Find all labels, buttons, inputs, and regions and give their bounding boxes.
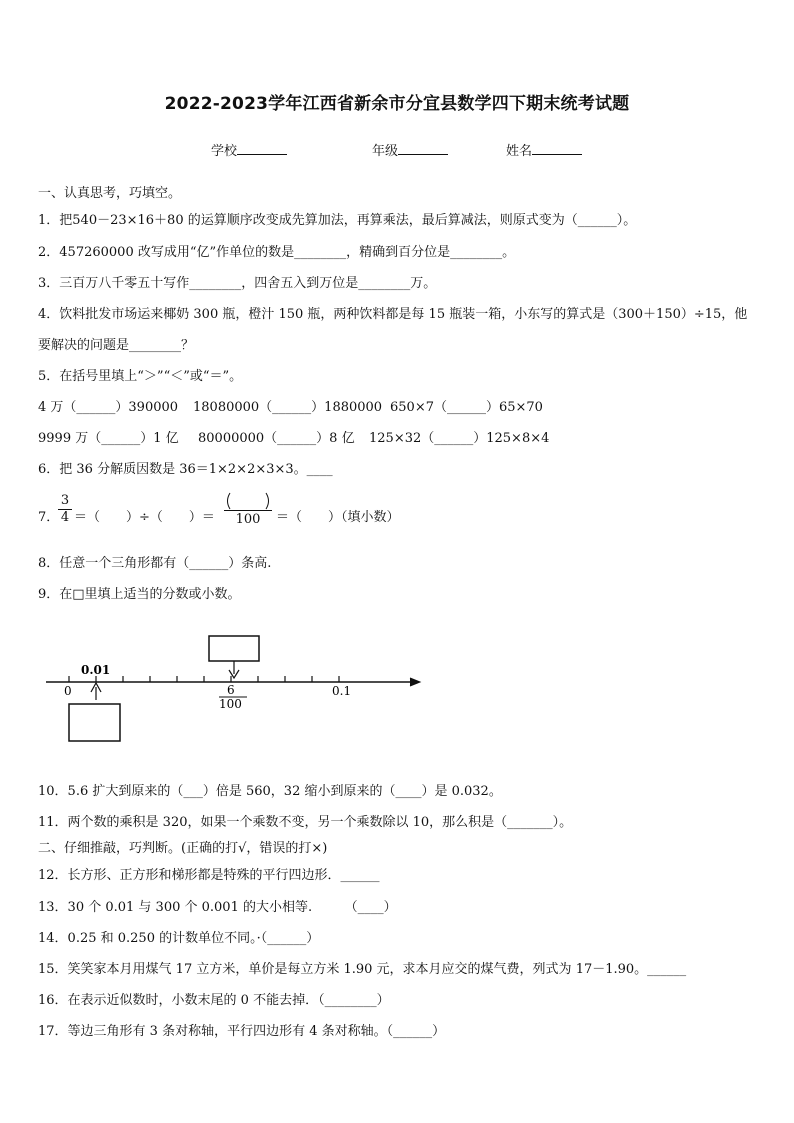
answer-box-bottom — [69, 704, 120, 741]
grade-label: 年级 — [372, 144, 399, 159]
question-6: 6．把 36 分解质因数是 36＝1×2×2×3×3。____ — [38, 462, 333, 477]
label-six: 6 — [227, 683, 235, 697]
question-2: 2．457260000 改写成用“亿”作单位的数是________，精确到百分位是________。 — [38, 245, 516, 260]
label-hundred: 100 — [219, 697, 242, 711]
question-8: 8．任意一个三角形都有（______）条高. — [38, 556, 272, 571]
question-11: 11．两个数的乘积是 320，如果一个乘数不变，另一个乘数除以 10，那么积是（_______）。 — [38, 815, 573, 830]
grade-blank[interactable] — [398, 141, 448, 155]
question-13: 13．30 个 0.01 与 300 个 0.001 的大小相等. （____） — [38, 900, 397, 915]
number-line-figure — [40, 628, 430, 752]
question-4-line-1: 4．饮料批发市场运来椰奶 300 瓶，橙汁 150 瓶，两种饮料都是每 15 瓶装一箱，小东写的算式是（300＋150）÷15，他 — [38, 307, 748, 322]
compare-item: 18080000（______）1880000 — [193, 400, 383, 415]
compare-item: 80000000（______）8 亿 — [198, 431, 355, 446]
label-01: 0.1 — [332, 684, 352, 698]
fraction-denominator: 4 — [58, 509, 72, 525]
question-15: 15．笑笑家本月用煤气 17 立方米，单价是每立方米 1.90 元，求本月应交的煤气费，列式为 17－1.90。______ — [38, 962, 687, 977]
question-1: 1．把540－23×16＋80 的运算顺序改变成先算加法，再算乘法，最后算减法，则原式变为（______）。 — [38, 213, 637, 228]
label-001: 0.01 — [81, 663, 111, 677]
document-title: 2022-2023学年江西省新余市分宜县数学四下期末统考试题 — [164, 94, 630, 114]
paren-blank-icon — [224, 492, 272, 510]
question-9: 9．在□里填上适当的分数或小数。 — [38, 587, 241, 602]
question-5: 5．在括号里填上“＞”“＜”或“＝”。 — [38, 369, 243, 384]
question-7-number: 7． — [38, 510, 60, 525]
compare-item: 125×32（______）125×8×4 — [369, 431, 550, 446]
section-2-heading: 二、仔细推敲，巧判断。(正确的打√，错误的打×) — [38, 841, 328, 856]
number-line-svg — [40, 628, 430, 748]
fraction-over-100 — [224, 492, 272, 527]
question-17: 17．等边三角形有 3 条对称轴，平行四边形有 4 条对称轴。（______） — [38, 1024, 446, 1039]
school-field — [211, 140, 287, 159]
question-7-end: ＝（ ）（填小数） — [276, 510, 400, 525]
compare-item: 9999 万（______）1 亿 — [38, 431, 179, 446]
school-blank[interactable] — [237, 141, 287, 155]
fraction-denominator: 100 — [224, 510, 272, 527]
name-blank[interactable] — [532, 141, 582, 155]
fraction-numerator: 3 — [60, 493, 70, 508]
paren-blank[interactable] — [224, 492, 272, 508]
question-7-middle: ＝（ ）÷（ ）＝ — [74, 510, 215, 525]
question-3: 3．三百万八千零五十写作________，四舍五入到万位是________万。 — [38, 276, 437, 291]
question-10: 10．5.6 扩大到原来的（___）倍是 560，32 缩小到原来的（____）是 0.032。 — [38, 784, 502, 799]
label-zero: 0 — [64, 684, 72, 698]
compare-item: 650×7（______）65×70 — [390, 400, 543, 415]
fraction-three-quarters — [58, 493, 72, 525]
grade-field — [372, 140, 448, 159]
answer-box-top — [209, 636, 259, 661]
name-field — [506, 140, 582, 159]
question-12: 12．长方形、正方形和梯形都是特殊的平行四边形．______ — [38, 868, 380, 883]
name-label: 姓名 — [506, 144, 533, 159]
question-16: 16．在表示近似数时，小数末尾的 0 不能去掉．（________） — [38, 993, 390, 1008]
question-14: 14．0.25 和 0.250 的计数单位不同。·（______） — [38, 931, 320, 946]
section-1-heading: 一、认真思考，巧填空。 — [38, 186, 182, 201]
compare-item: 4 万（______）390000 — [38, 400, 179, 415]
school-label: 学校 — [211, 144, 238, 159]
question-4-line-2: 要解决的问题是________？ — [38, 338, 195, 353]
